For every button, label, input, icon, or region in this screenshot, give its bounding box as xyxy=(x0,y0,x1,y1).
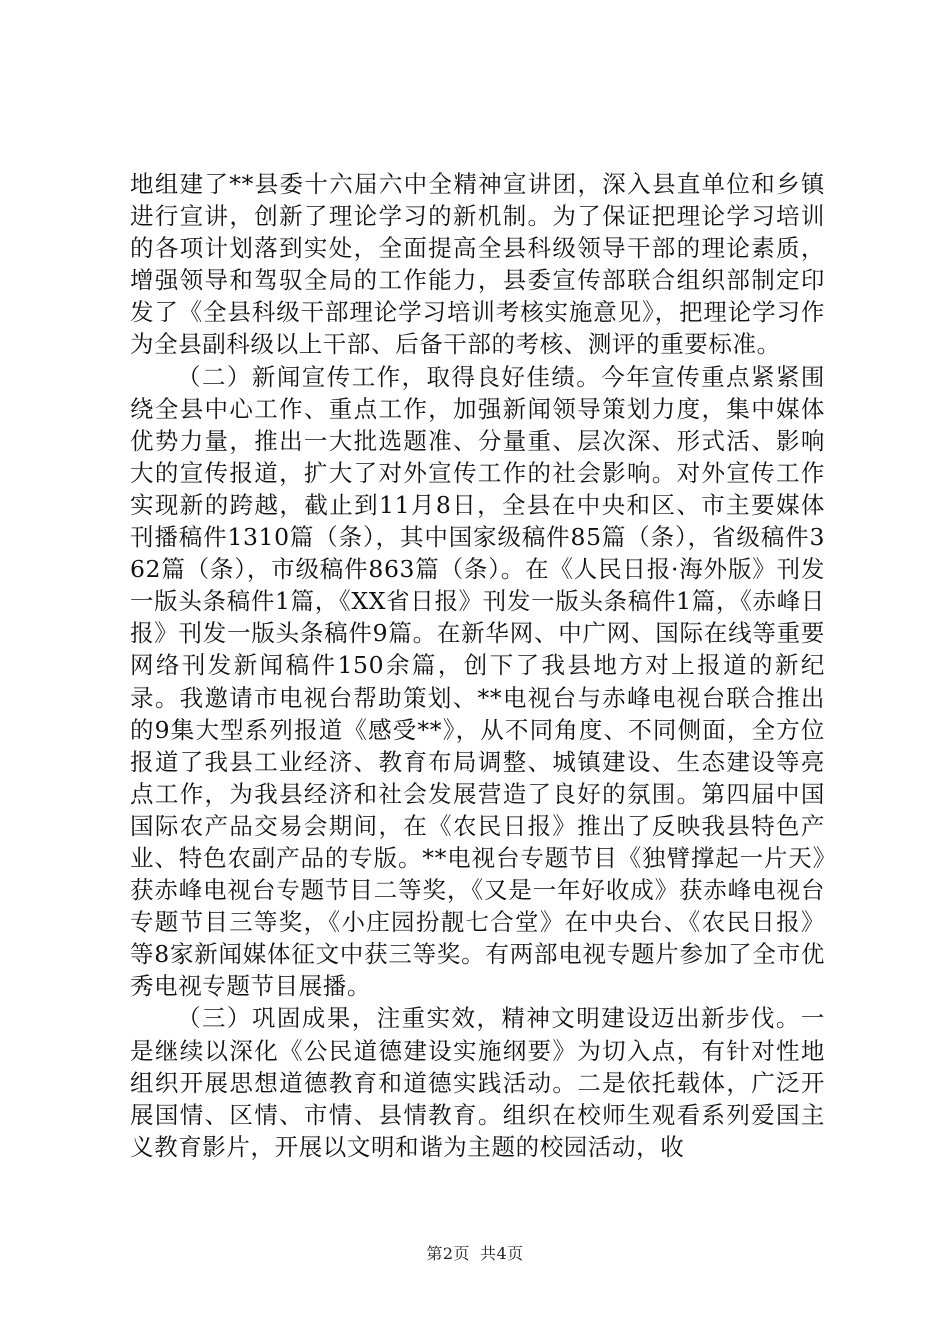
document-body xyxy=(130,168,825,1163)
paragraph-news-publicity: （二）新闻宣传工作，取得良好佳绩。今年宣传重点紧紧围绕全县中心工作、重点工作，加强新闻领导策划力度，集中媒体优势力量，推出一大批选题准、分量重、层次深、形式活、影响大的宣传报道，扩大了对外宣传工作的社会影响。对外宣传工作实现新的跨越，截止到11月8日，全县在中央和区、市主要媒体刊播稿件1310篇（条），其中国家级稿件85篇（条），省级稿件362篇（条），市级稿件863篇（条）。在《人民日报·海外版》刊发一版头条稿件1篇，《XX省日报》刊发一版头条稿件1篇，《赤峰日报》刊发一版头条稿件9篇。在新华网、中广网、国际在线等重要网络刊发新闻稿件150余篇，创下了我县地方对上报道的新纪录。我邀请市电视台帮助策划、**电视台与赤峰电视台联合推出的9集大型系列报道《感受**》，从不同角度、不同侧面，全方位报道了我县工业经济、教育布局调整、城镇建设、生态建设等亮点工作，为我县经济和社会发展营造了良好的氛围。第四届中国国际农产品交易会期间，在《农民日报》推出了反映我县特色产业、特色农副产品的专版。**电视台专题节目《独臂撑起一片天》获赤峰电视台专题节目二等奖，《又是一年好收成》获赤峰电视台专题节目三等奖，《小庄园扮靓七合堂》在中央台、《农民日报》等8家新闻媒体征文中获三等奖。有两部电视专题片参加了全市优秀电视专题节目展播。 xyxy=(130,362,825,1001)
page-number: 第2页 xyxy=(426,1244,470,1263)
page-footer xyxy=(0,1243,950,1265)
paragraph-continued: 地组建了**县委十六届六中全精神宣讲团，深入县直单位和乡镇进行宣讲，创新了理论学习的新机制。为了保证把理论学习培训的各项计划落到实处，全面提高全县科级领导干部的理论素质，增强领导和驾驭全局的工作能力，县委宣传部联合组织部制定印发了《全县科级干部理论学习培训考核实施意见》，把理论学习作为全县副科级以上干部、后备干部的考核、测评的重要标准。 xyxy=(130,170,825,359)
paragraph-spiritual-civilization: （三）巩固成果，注重实效，精神文明建设迈出新步伐。一是继续以深化《公民道德建设实施纲要》为切入点，有针对性地组织开展思想道德教育和道德实践活动。二是依托载体，广泛开展国情、区情、市情、县情教育。组织在校师生观看系列爱国主义教育影片，开展以文明和谐为主题的校园活动，收 xyxy=(130,1004,825,1161)
page-total: 共4页 xyxy=(480,1244,524,1263)
